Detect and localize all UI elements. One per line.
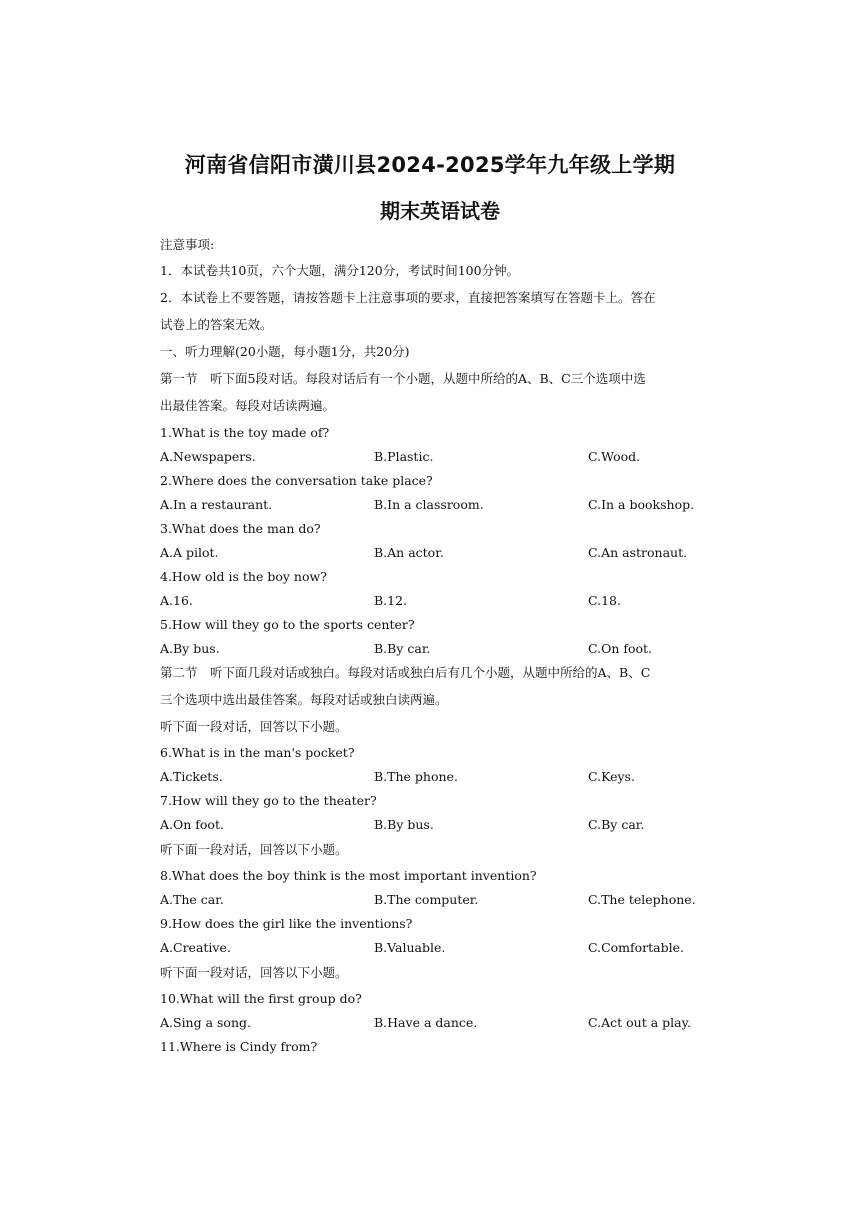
note-1: 1．本试卷共10页，六个大题，满分120分，考试时间100分钟。 [160, 263, 520, 278]
q7-option-b: B.By bus. [374, 817, 434, 832]
q4-option-c: C.18. [588, 593, 621, 608]
q8-option-c: C.The telephone. [588, 892, 696, 907]
question-4: 4.How old is the boy now? [160, 569, 327, 584]
q7-option-a: A.On foot. [160, 817, 224, 832]
question-3: 3.What does the man do? [160, 521, 321, 536]
q2-option-a: A.In a restaurant. [160, 497, 273, 512]
q4-option-b: B.12. [374, 593, 408, 608]
part1-intro-line-a: 第一节 听下面5段对话。每段对话后有一个小题，从题中所给的A、B、C三个选项中选 [160, 371, 646, 386]
notes-heading: 注意事项: [160, 237, 215, 252]
listen-prompt-2: 听下面一段对话，回答以下小题。 [160, 842, 348, 857]
q6-option-b: B.The phone. [374, 769, 458, 784]
part1-intro-line-b: 出最佳答案。每段对话读两遍。 [160, 398, 336, 413]
q9-option-c: C.Comfortable. [588, 940, 685, 955]
part2-intro-line-b: 三个选项中选出最佳答案。每段对话或独白读两遍。 [160, 692, 448, 707]
q10-option-b: B.Have a dance. [374, 1015, 478, 1030]
exam-title-line2: 期末英语试卷 [380, 199, 500, 223]
question-5: 5.How will they go to the sports center? [160, 617, 415, 632]
q7-option-c: C.By car. [588, 817, 645, 832]
question-10: 10.What will the first group do? [160, 991, 362, 1006]
question-1: 1.What is the toy made of? [160, 425, 330, 440]
q10-option-c: C.Act out a play. [588, 1015, 691, 1030]
q2-option-c: C.In a bookshop. [588, 497, 695, 512]
q5-option-a: A.By bus. [160, 641, 220, 656]
question-7: 7.How will they go to the theater? [160, 793, 377, 808]
question-8: 8.What does the boy think is the most important invention? [160, 868, 537, 883]
q5-option-b: B.By car. [374, 641, 431, 656]
question-6: 6.What is in the man's pocket? [160, 745, 355, 760]
note-2-line-a: 2．本试卷上不要答题，请按答题卡上注意事项的要求，直接把答案填写在答题卡上。答在 [160, 290, 656, 305]
q10-option-a: A.Sing a song. [160, 1015, 251, 1030]
question-9: 9.How does the girl like the inventions? [160, 916, 413, 931]
q8-option-a: A.The car. [160, 892, 224, 907]
q6-option-a: A.Tickets. [160, 769, 223, 784]
exam-title-line1: 河南省信阳市潢川县2024-2025学年九年级上学期 [184, 153, 676, 177]
q2-option-b: B.In a classroom. [374, 497, 484, 512]
q1-option-a: A.Newspapers. [160, 449, 256, 464]
q4-option-a: A.16. [160, 593, 193, 608]
q1-option-c: C.Wood. [588, 449, 641, 464]
q9-option-b: B.Valuable. [374, 940, 446, 955]
q8-option-b: B.The computer. [374, 892, 479, 907]
q6-option-c: C.Keys. [588, 769, 635, 784]
q1-option-b: B.Plastic. [374, 449, 434, 464]
q5-option-c: C.On foot. [588, 641, 653, 656]
q3-option-c: C.An astronaut. [588, 545, 688, 560]
listen-prompt-1: 听下面一段对话，回答以下小题。 [160, 719, 348, 734]
q9-option-a: A.Creative. [160, 940, 231, 955]
section1-heading: 一、听力理解(20小题，每小题1分，共20分) [160, 344, 410, 359]
listen-prompt-3: 听下面一段对话，回答以下小题。 [160, 965, 348, 980]
part2-intro-line-a: 第二节 听下面几段对话或独白。每段对话或独白后有几个小题，从题中所给的A、B、C [160, 665, 651, 680]
question-2: 2.Where does the conversation take place? [160, 473, 433, 488]
q3-option-a: A.A pilot. [160, 545, 219, 560]
note-2-line-b: 试卷上的答案无效。 [160, 317, 273, 332]
q3-option-b: B.An actor. [374, 545, 444, 560]
question-11: 11.Where is Cindy from? [160, 1039, 318, 1054]
